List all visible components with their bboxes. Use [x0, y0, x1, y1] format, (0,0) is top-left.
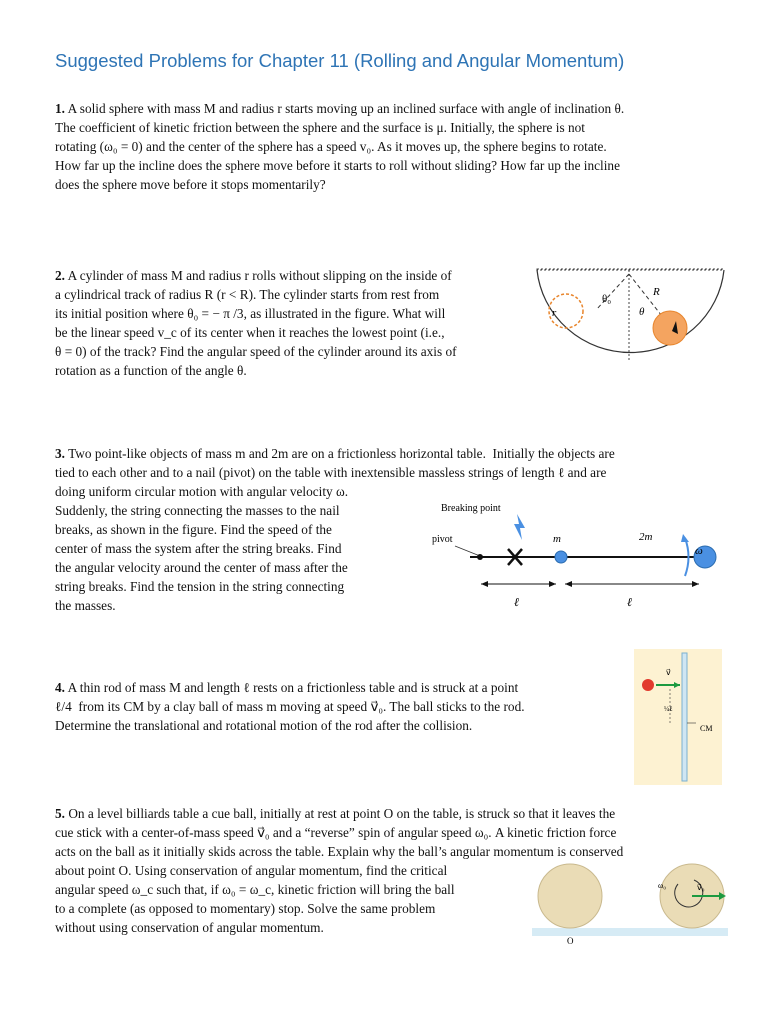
problem-3-line-5: breaks, as shown in the figure. Find the speed of the [55, 522, 332, 537]
page-title: Suggested Problems for Chapter 11 (Rolling and Angular Momentum) [55, 50, 625, 71]
problem-1 [55, 99, 624, 194]
omega-label: ω [695, 545, 703, 557]
problem-3-line-4: Suddenly, the string connecting the masses to the nail [55, 503, 340, 518]
problem-3-line-3: doing uniform circular motion with angular velocity ω. [55, 484, 349, 499]
length-l-label-1: ℓ [514, 595, 519, 608]
length-l-label-2: ℓ [627, 595, 632, 608]
radius-R-label: R [653, 286, 660, 298]
problem-4-line-1: 4. A thin rod of mass M and length ℓ rests on a frictionless table and is struck at a point [55, 680, 519, 695]
problem-5-line-6: to a complete (as opposed to momentary) stop. Solve the same problem [55, 901, 436, 916]
problem-2-line-2: a cylindrical track of radius R (r < R). The cylinder starts from rest from [55, 287, 440, 302]
pivot-label: pivot [432, 534, 453, 545]
problem-2-line-4: be the linear speed v_c of its center when it reaches the lowest point (i.e., [55, 325, 445, 340]
mass-m-label: m [553, 533, 561, 545]
problem-1-line-2: The coefficient of kinetic friction between the sphere and the surface is μ. Initially, the sphere is not [55, 120, 585, 135]
cm-label: CM [700, 724, 713, 733]
theta-label: θ [639, 306, 645, 318]
problem-3-line-8: string breaks. Find the tension in the string connecting [55, 579, 345, 594]
problem-2-line-6: rotation as a function of the angle θ. [55, 363, 247, 378]
problem-1-line-5: does the sphere move before it stops momentarily? [55, 177, 326, 192]
problem-2-line-3: its initial position where θ₀ = − π /3, as illustrated in the figure. What will [55, 306, 446, 321]
problem-4 [55, 678, 525, 735]
problem-2-line-5: θ = 0) of the track? Find the angular speed of the cylinder around its axis of [55, 344, 457, 359]
mass-2m-label: 2m [639, 531, 653, 543]
problem-3-line-2: tied to each other and to a nail (pivot) on the table with inextensible massless strings of length ℓ and are [55, 465, 607, 480]
problem-2 [55, 266, 457, 380]
string-masses-figure [425, 498, 725, 608]
problem-5-line-2: cue stick with a center-of-mass speed v⃗₀ and a “reverse” spin of angular speed ω₀. A kinetic friction force [55, 825, 617, 840]
problem-5-line-7: without using conservation of angular momentum. [55, 920, 324, 935]
problem-3-line-6: center of mass the system after the string breaks. Find [55, 541, 342, 556]
problem-4-line-2: ℓ/4 from its CM by a clay ball of mass m moving at speed v⃗₀. The ball sticks to the rod. [55, 699, 525, 714]
cylinder-track-figure [536, 266, 726, 376]
billiard-balls-figure [532, 860, 728, 946]
v0-label: v⃗₀ [697, 883, 705, 892]
problem-1-line-4: How far up the incline does the sphere move before it starts to roll without sliding? How far up the incline [55, 158, 620, 173]
problem-1-line-1: 1. A solid sphere with mass M and radius r starts moving up an inclined surface with angle of inclination θ. [55, 101, 625, 116]
problem-5-line-1: 5. On a level billiards table a cue ball, initially at rest at point O on the table, is struck so that it leaves the [55, 806, 616, 821]
problem-5-line-4: about point O. Using conservation of angular momentum, find the critical [55, 863, 448, 878]
problem-3-line-1: 3. Two point-like objects of mass m and 2m are on a frictionless horizontal table. Initially the objects are [55, 446, 615, 461]
radius-r-label: r [552, 307, 557, 319]
problem-4-line-3: Determine the translational and rotational motion of the rod after the collision. [55, 718, 473, 733]
problem-2-line-1: 2. A cylinder of mass M and radius r rolls without slipping on the inside of [55, 268, 452, 283]
velocity-label: v⃗ [666, 668, 671, 677]
quarter-length-label: ¼ℓ [664, 705, 673, 713]
problem-5-line-5: angular speed ω_c such that, if ω₀ = ω_c, kinetic friction will bring the ball [55, 882, 455, 897]
problem-1-line-3: rotating (ω₀ = 0) and the center of the sphere has a speed v₀. As it moves up, the sphere begins to rotate. [55, 139, 607, 154]
problem-3-line-9: the masses. [55, 598, 116, 613]
omega0-label: ω₀ [658, 881, 667, 890]
problem-5-line-3: acts on the ball as it initially skids across the table. Explain why the ball’s angular momentum is conserved [55, 844, 624, 859]
problem-3-line-7: the angular velocity around the center of mass after the [55, 560, 348, 575]
rod-ball-figure [634, 649, 722, 785]
breaking-point-label: Breaking point [441, 503, 501, 514]
theta0-label: θ₀ [602, 293, 612, 305]
point-o-label: O [567, 936, 574, 946]
